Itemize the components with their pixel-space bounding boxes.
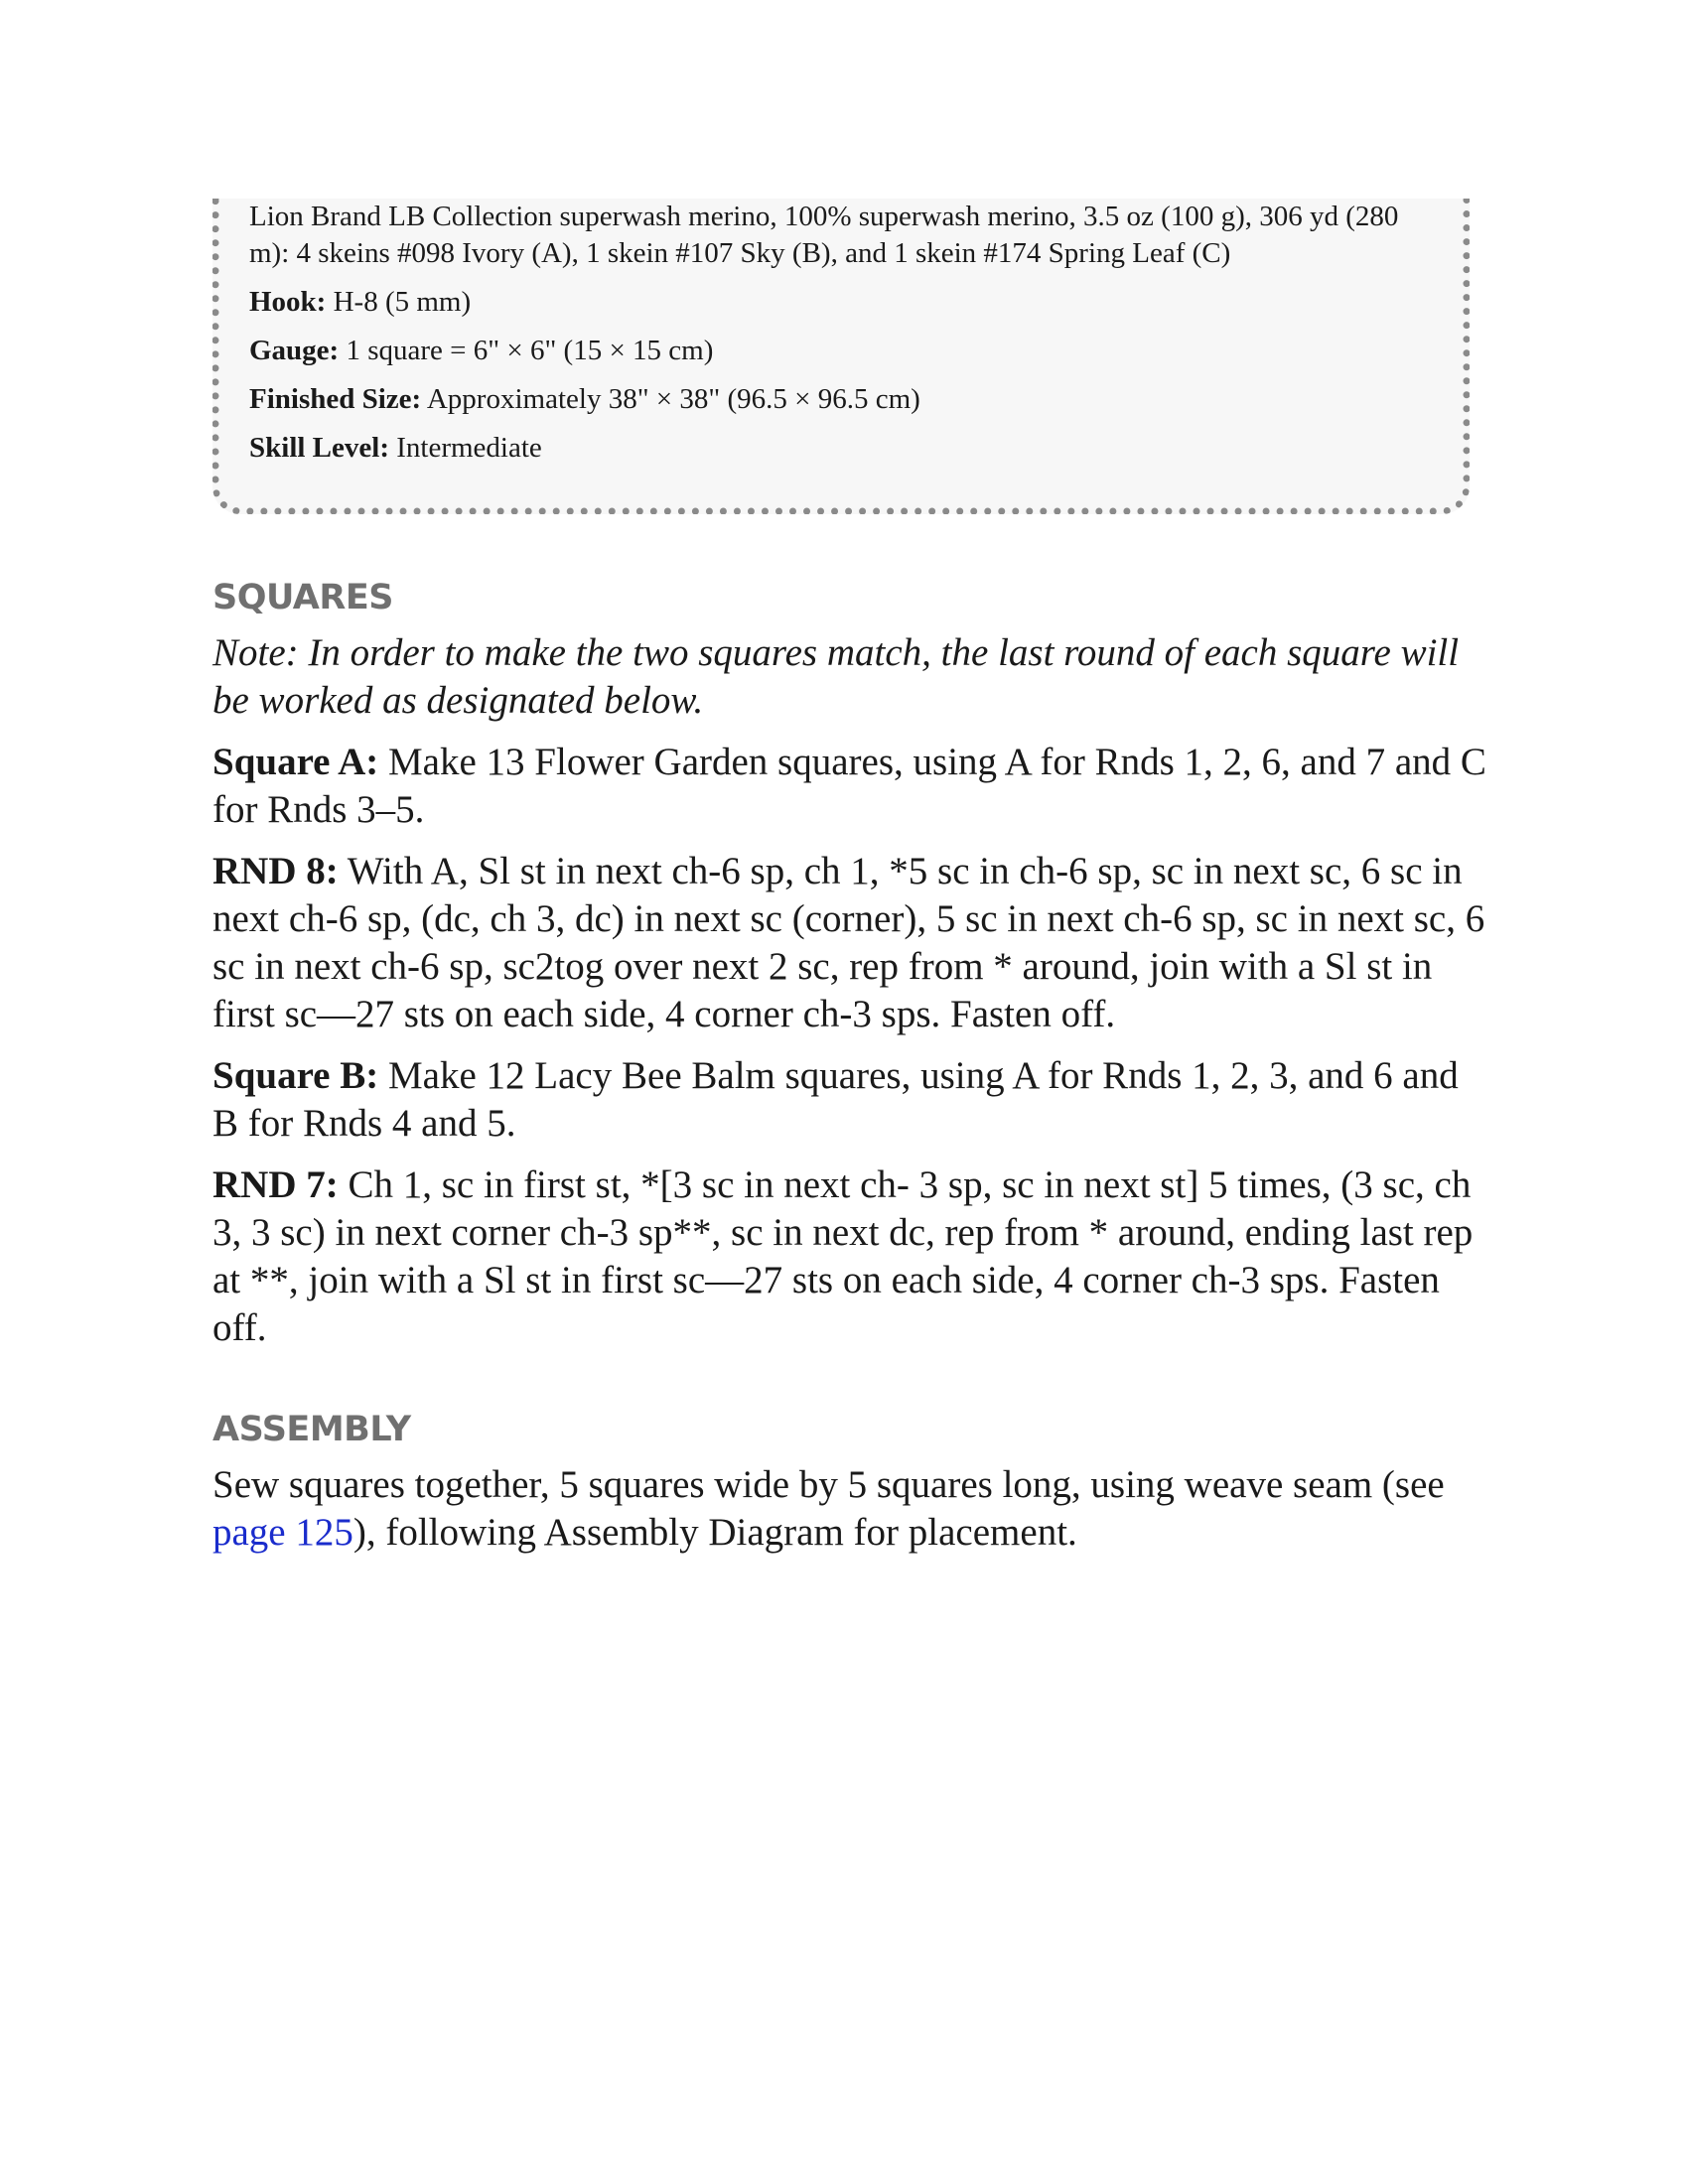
finished-size-label: Finished Size:: [249, 383, 422, 415]
assembly-text-after: ), following Assembly Diagram for placement.: [352, 1511, 1077, 1554]
skill-level-row: [249, 430, 1423, 467]
gauge-label: Gauge:: [249, 335, 340, 366]
gauge-row: [249, 333, 1423, 369]
square-a-text: Make 13 Flower Garden squares, using A for Rnds 1, 2, 6, and 7 and C for Rnds 3–5.: [212, 741, 1486, 831]
yarn-description: Lion Brand LB Collection superwash merino, 100% superwash merino, 3.5 oz (100 g), 306 yd (280 m): 4 skeins #098 Ivory (A), 1 skein #107 Sky (B), and 1 skein #174 Spring Leaf (C): [249, 201, 1399, 269]
assembly-paragraph: [212, 1461, 1493, 1557]
page-125-link[interactable]: page 125: [212, 1511, 353, 1554]
gauge-value: 1 square = 6" × 6" (15 × 15 cm): [339, 335, 714, 366]
square-b-label: Square B:: [212, 1054, 379, 1097]
finished-size-row: [249, 381, 1423, 418]
finished-size-value: Approximately 38" × 38" (96.5 × 96.5 cm): [421, 383, 920, 415]
hook-value: H-8 (5 mm): [326, 286, 472, 318]
square-a-label: Square A:: [212, 741, 379, 783]
rnd-8-paragraph: [212, 848, 1493, 1038]
square-b-paragraph: [212, 1052, 1493, 1148]
square-b-text: Make 12 Lacy Bee Balm squares, using A for Rnds 1, 2, 3, and 6 and B for Rnds 4 and 5.: [212, 1054, 1459, 1145]
rnd-7-text: Ch 1, sc in first st, *[3 sc in next ch- 3 sp, sc in next st] 5 times, (3 sc, ch 3, 3 sc) in next corner ch-3 sp**, sc in next dc, rep from * around, ending last rep at **, join with a Sl st in first sc—27 sts on each side, 4 corner ch-3 sps. Fasten off.: [212, 1163, 1474, 1349]
assembly-heading: ASSEMBLY: [212, 1410, 411, 1449]
skill-level-label: Skill Level:: [249, 432, 389, 464]
squares-heading: SQUARES: [212, 578, 393, 617]
materials-box: [212, 199, 1470, 514]
hook-label: Hook:: [249, 286, 327, 318]
rnd-7-label: RND 7:: [212, 1163, 339, 1206]
rnd-8-text: With A, Sl st in next ch-6 sp, ch 1, *5 sc in ch-6 sp, sc in next sc, 6 sc in next ch-6 sp, (dc, ch 3, dc) in next sc (corner), 5 sc in next ch-6 sp, sc in next sc, 6 sc in next ch-6 sp, sc2tog over next 2 sc, rep from * around, join with a Sl st in first sc—27 sts on each side, 4 corner ch-3 sps. Fasten off.: [212, 850, 1485, 1035]
hook-row: [249, 284, 1423, 321]
rnd-8-label: RND 8:: [212, 850, 339, 892]
assembly-text-before: Sew squares together, 5 squares wide by 5 squares long, using weave seam (see: [212, 1463, 1445, 1506]
square-a-paragraph: [212, 739, 1493, 834]
rnd-7-paragraph: [212, 1161, 1493, 1352]
pattern-content: [212, 576, 1493, 1557]
squares-note: Note: In order to make the two squares match, the last round of each square will be worked as designated below.: [212, 631, 1460, 722]
skill-level-value: Intermediate: [388, 432, 542, 464]
